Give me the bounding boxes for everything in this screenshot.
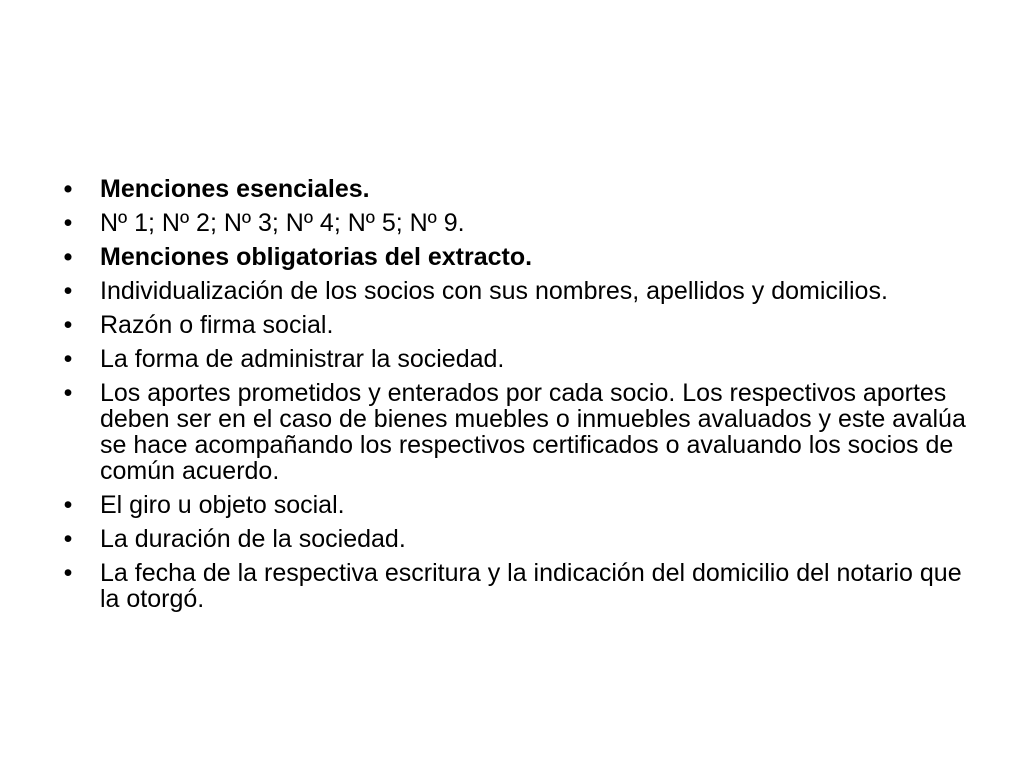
bullet-dot-icon: • <box>63 525 73 553</box>
bullet-text: La fecha de la respectiva escritura y la indicación del domicilio del notario que la otorgó. <box>100 559 962 613</box>
bullet-dot-icon: • <box>63 491 73 519</box>
bullet-dot-icon: • <box>63 277 73 305</box>
bullet-text: Menciones esenciales. <box>100 175 370 203</box>
bullet-item <box>58 210 978 236</box>
bullet-item <box>58 278 978 304</box>
bullet-text: Los aportes prometidos y enterados por cada socio. Los respectivos aportes deben ser en el caso de bienes muebles o inmuebles avaluados y este avalúa se hace acompañando los respectivos certificados o avaluando los socios de común acuerdo. <box>100 379 966 485</box>
bullet-dot-icon: • <box>63 311 73 339</box>
bullet-dot-icon: • <box>63 379 73 407</box>
bullet-item <box>58 560 978 612</box>
bullet-dot-icon: • <box>63 209 73 237</box>
bullet-item <box>58 312 978 338</box>
bullet-dot-icon: • <box>63 175 73 203</box>
bullet-dot-icon: • <box>63 345 73 373</box>
bullet-item <box>58 346 978 372</box>
bullet-text: La forma de administrar la sociedad. <box>100 345 505 373</box>
bullet-item <box>58 176 978 202</box>
bullet-text: La duración de la sociedad. <box>100 525 406 553</box>
bullet-text: Nº 1; Nº 2; Nº 3; Nº 4; Nº 5; Nº 9. <box>100 209 465 237</box>
bullet-text: Menciones obligatorias del extracto. <box>100 243 533 271</box>
bullet-text: Razón o firma social. <box>100 311 334 339</box>
bullet-item <box>58 380 978 484</box>
bullet-item <box>58 244 978 270</box>
bullet-text: Individualización de los socios con sus nombres, apellidos y domicilios. <box>100 277 888 305</box>
bullet-dot-icon: • <box>63 243 73 271</box>
bullet-dot-icon: • <box>63 559 73 587</box>
bullet-item <box>58 492 978 518</box>
bullet-text: El giro u objeto social. <box>100 491 345 519</box>
bullet-item <box>58 526 978 552</box>
bullet-list <box>58 176 978 620</box>
